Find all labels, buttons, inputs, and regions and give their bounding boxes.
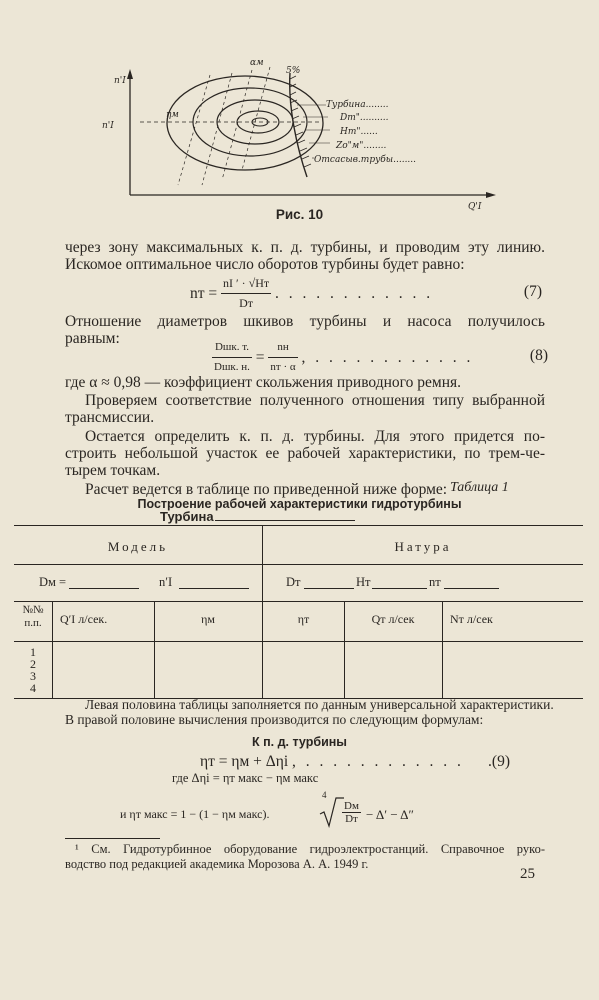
eq9-tag: .(9) <box>488 753 510 770</box>
param-ht: Hт <box>356 575 371 589</box>
param-n1: n′I <box>159 575 173 589</box>
legend-item: Hт"...... <box>340 127 378 137</box>
eq8-den2: nт · α <box>270 361 296 373</box>
footnote-rule <box>65 838 160 839</box>
header-qt: Qт л/сек <box>371 612 415 626</box>
paragraph-4: где α ≈ 0,98 — коэффициент скольжения приводного ремня. <box>65 374 461 391</box>
table-model-header: Модель <box>107 539 169 554</box>
axis-y-mid-label: n'I <box>102 121 114 131</box>
header-eta-m: ηм <box>201 612 215 626</box>
axis-y-top-label: n'I <box>114 76 126 86</box>
page-number: 25 <box>520 866 535 882</box>
paragraph-6b: строить небольшой участок ее рабочей характеристики, по трем-че- <box>65 445 545 462</box>
header-nt: Nт л/сек <box>450 612 493 626</box>
legend-item: Zо"м"........ <box>336 141 387 151</box>
row-1: 1 <box>30 645 36 659</box>
kpd-title: К п. д. турбины <box>252 735 347 749</box>
table-ref: Таблица 1 <box>450 480 509 495</box>
paragraph-5a: Проверяем соответствие полученного отношения типу выбранной <box>85 392 545 409</box>
eq7-tag: (7) <box>523 283 542 300</box>
eq7-numerator: nI ′ · √Hт <box>221 274 271 294</box>
param-nt: nт <box>429 575 441 589</box>
row-2: 2 <box>30 657 36 671</box>
figure-caption: Рис. 10 <box>275 207 324 222</box>
table-1 <box>14 525 583 699</box>
param-dm: Dм = <box>39 575 67 589</box>
paragraph-3: Отношение диаметров шкивов турбины и насоса получилось <box>65 313 545 330</box>
eq10-lhs: и ηт макс = 1 − (1 − ηм макс). <box>120 807 270 821</box>
eq7-lhs: nт = <box>190 285 218 302</box>
paragraph-8: Левая половина таблицы заполняется по данным универсальной характеристики. <box>85 697 554 712</box>
paragraph-7: Расчет ведется в таблице по приведенной ниже форме: <box>85 481 448 498</box>
eq8-den1: Dшк. н. <box>214 361 250 373</box>
eq10-denominator: Dт <box>345 813 358 825</box>
eta-label: ηм <box>166 110 179 120</box>
eq8-num1: Dшк. т. <box>212 338 252 358</box>
eq7-denominator: Dт <box>239 296 254 310</box>
turbine-label: Турбина <box>160 509 214 524</box>
eq8-tag: (8) <box>529 347 548 364</box>
paragraph-2: Искомое оптимальное число оборотов турбины будет равно: <box>65 256 465 273</box>
paragraph-1: через зону максимальных к. п. д. турбины, и проводим эту линию. <box>65 239 545 256</box>
table-title: Построение рабочей характеристики гидротурбины <box>137 497 462 511</box>
alpha-label: αм <box>250 58 264 68</box>
header-eta-t: ηт <box>297 612 310 626</box>
footnote-line-2: водство под редакцией академика Морозова А. А. 1949 г. <box>65 857 369 871</box>
row-4: 4 <box>30 681 36 695</box>
turbine-blank <box>215 520 355 521</box>
axis-x-label: Q'I <box>468 202 482 212</box>
eq10-root-index: 4 <box>322 790 327 800</box>
hill-chart-figure <box>100 45 510 215</box>
footnote-line-1: ¹ См. Гидротурбинное оборудование гидроэлектростанций. Справочное руко- <box>75 842 545 856</box>
eq8-num2: nн <box>268 338 297 358</box>
legend-item: Турбина........ <box>326 100 389 110</box>
paragraph-6a: Остается определить к. п. д. турбины. Для этого придется по- <box>85 428 545 445</box>
paragraph-3b: равным: <box>65 330 120 347</box>
row-numbers <box>14 646 52 694</box>
param-dt: Dт <box>286 575 301 589</box>
equation-9: ηт = ηм + Δηi , . . . . . . . . . . . . .(9) <box>200 753 510 770</box>
row-3: 3 <box>30 669 36 683</box>
eq10-numerator: Dм <box>344 800 359 812</box>
header-q1: Q′I л/сек. <box>60 612 108 626</box>
radical-sign-icon <box>318 796 344 828</box>
equation-8: $\frac{\text{Dшк. т.}}{\text{Dшк. н.}}$ = $\frac{nн}{nт \cdot \alpha}$ , . . . . . . . . . . . . (8) <box>212 338 550 374</box>
five-percent-label: 5% <box>286 66 301 76</box>
eq10-rest: − Δ′ − Δ″ <box>366 807 414 822</box>
equation-7: nт = $\frac{nI ' \cdot √Hт}{Dт}$ . . . . . . . . . . . . (7) <box>190 274 550 308</box>
paragraph-6c: тырем точкам. <box>65 462 161 479</box>
table-natura-header: Натура <box>394 539 452 554</box>
equation-10 <box>120 790 450 830</box>
header-num: №№ п.п. <box>22 604 44 629</box>
eq9-lhs: ηт = ηм + Δηi <box>200 753 289 770</box>
legend-item: Dт".......... <box>340 113 389 123</box>
paragraph-9: В правой половине вычисления производится по следующим формулам: <box>65 712 484 727</box>
equation-9b: где Δηi = ηт макс − ηм макс <box>172 771 319 785</box>
legend-item: Отсасыв.трубы........ <box>314 155 417 165</box>
paragraph-5b: трансмиссии. <box>65 409 155 426</box>
